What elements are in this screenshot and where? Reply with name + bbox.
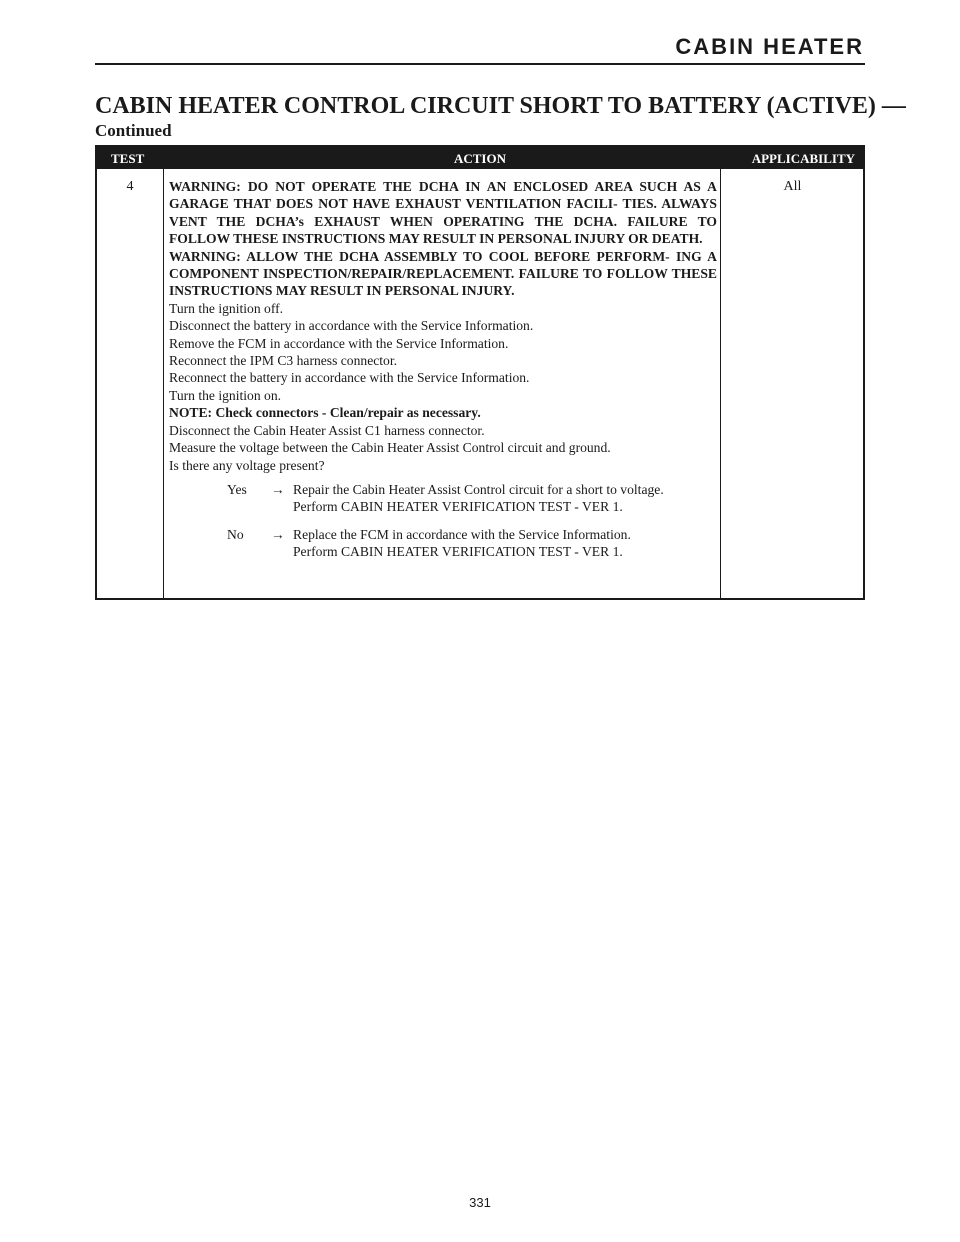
column-header-test: TEST	[111, 151, 145, 166]
list-item: Reconnect the IPM C3 harness connector.	[169, 353, 398, 369]
question: Is there any voltage present?	[169, 457, 325, 473]
action-cell	[169, 178, 717, 561]
section-header: CABIN HEATER	[675, 34, 864, 59]
table-header	[97, 147, 863, 169]
list-item: Turn the ignition off.	[169, 300, 284, 316]
outcome-yes	[169, 481, 717, 516]
column-header-action: ACTION	[453, 151, 506, 166]
outcome-no-verify: Perform CABIN HEATER VERIFICATION TEST - VER 1.	[293, 544, 623, 560]
page-title: CABIN HEATER CONTROL CIRCUIT SHORT TO BATTERY (ACTIVE) —	[95, 93, 906, 119]
note: NOTE: Check connectors - Clean/repair as necessary.	[169, 405, 481, 421]
step-list	[169, 300, 717, 404]
applicability-value: All	[783, 179, 802, 194]
list-item: Turn the ignition on.	[169, 387, 282, 403]
list-item: Reconnect the battery in accordance with the Service Information.	[169, 370, 530, 386]
column-header-applicability: APPLICABILITY	[751, 151, 855, 166]
list-item: Measure the voltage between the Cabin Heater Assist Control circuit and ground.	[169, 440, 611, 456]
arrow-right-icon: →	[271, 481, 285, 497]
column-divider	[720, 169, 721, 598]
outcome-yes-verify: Perform CABIN HEATER VERIFICATION TEST - VER 1.	[293, 499, 623, 515]
page-subtitle: Continued	[95, 121, 172, 140]
outcome-yes-label: Yes	[227, 481, 247, 497]
outcome-yes-action: Repair the Cabin Heater Assist Control circuit for a short to voltage.	[293, 481, 664, 497]
outcome-no-action: Replace the FCM in accordance with the Service Information.	[293, 526, 631, 542]
warning-cool-down: WARNING: ALLOW THE DCHA ASSEMBLY TO COOL BEFORE PERFORM- ING A COMPONENT INSPECTION/REPAIR/REPLACEMENT. FAILURE TO FOLLOW THESE INSTRUCTIONS MAY RESULT IN PERSONAL INJURY.	[169, 248, 717, 299]
outcome-no	[169, 526, 717, 561]
page-number: 331	[469, 1195, 491, 1210]
list-item: Disconnect the battery in accordance with the Service Information.	[169, 318, 534, 334]
column-divider	[163, 169, 164, 598]
test-number: 4	[126, 179, 134, 194]
step-list-2	[169, 422, 717, 457]
list-item: Disconnect the Cabin Heater Assist C1 harness connector.	[169, 422, 485, 438]
header-rule	[95, 63, 865, 65]
outcome-no-label: No	[227, 526, 244, 542]
procedure-table	[95, 145, 865, 600]
arrow-right-icon: →	[271, 526, 285, 542]
warning-exhaust: WARNING: DO NOT OPERATE THE DCHA IN AN ENCLOSED AREA SUCH AS A GARAGE THAT DOES NOT HAVE EXHAUST VENTILATION FACILI- TIES. ALWAYS VENT THE DCHA’s EXHAUST WHEN OPERATING THE DCHA. FAILURE TO FOLLOW THESE INSTRUCTIONS MAY RESULT IN PERSONAL INJURY OR DEATH.	[169, 179, 717, 247]
list-item: Remove the FCM in accordance with the Service Information.	[169, 335, 509, 351]
